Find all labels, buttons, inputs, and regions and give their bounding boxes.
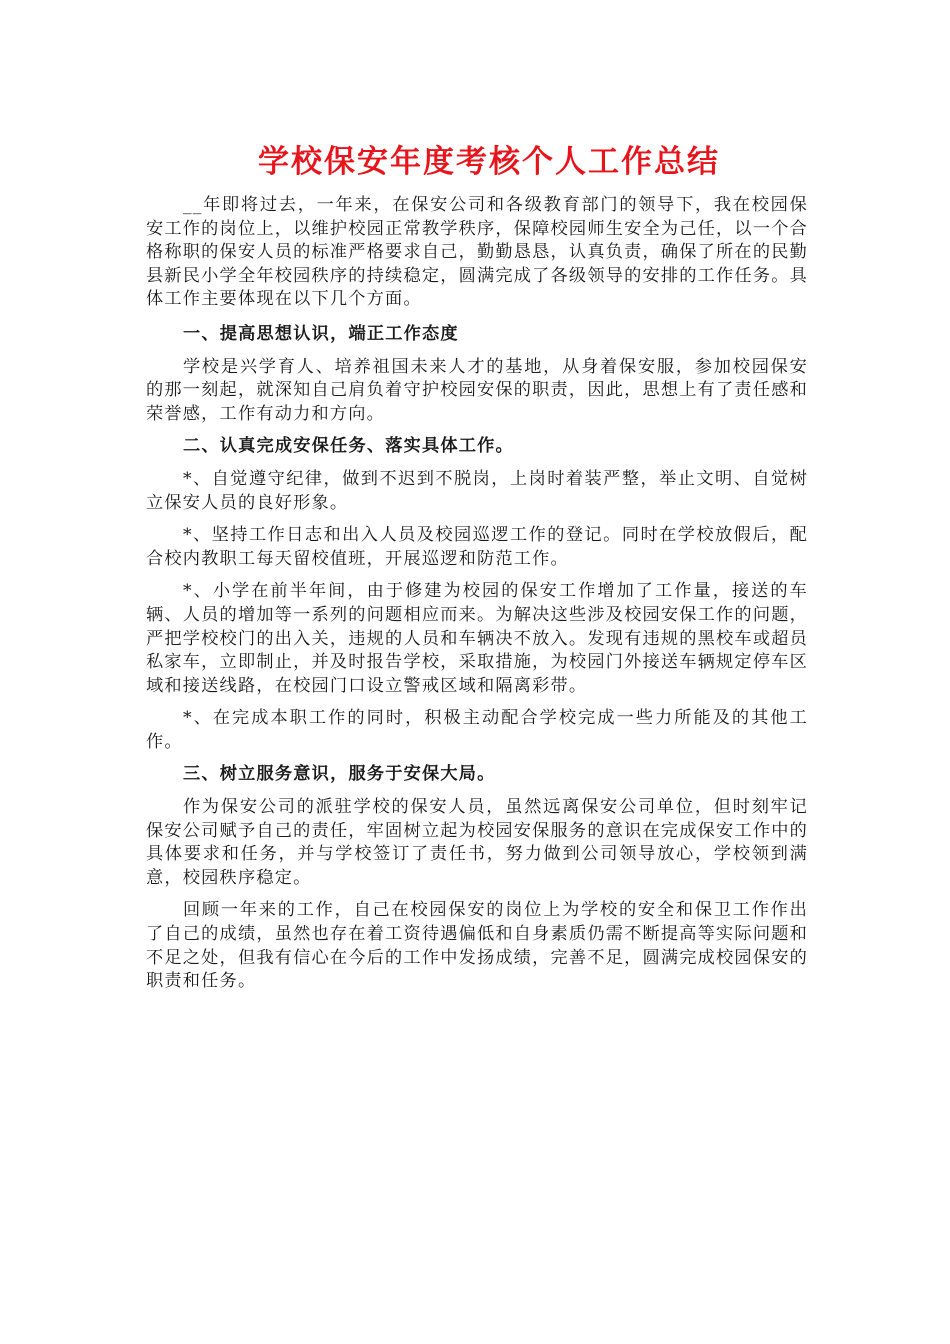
section-3-paragraph: 作为保安公司的派驻学校的保安人员，虽然远离保安公司单位，但时刻牢记保安公司赋予自己的责任，牢固树立起为校园安保服务的意识在完成保安工作中的具体要求和任务，并与学校签订了责任书，努力做到公司领导放心，学校领到满意，校园秩序稳定。 [146,797,808,888]
section-2-item: *、在完成本职工作的同时，积极主动配合学校完成一些力所能及的其他工作。 [146,708,808,752]
document-title: 学校保安年度考核个人工作总结 [258,144,720,180]
section-3-heading: 三、树立服务意识，服务于安保大局。 [182,764,496,785]
section-2-item: *、小学在前半年间，由于修建为校园的保安工作增加了工作量，接送的车辆、人员的增加等一系列的问题相应而来。为解决这些涉及校园安保工作的问题，严把学校校门的出入关，违规的人员和车辆决不放入。发现有违规的黑校车或超员私家车，立即制止，并及时报告学校，采取措施，为校园门外接送车辆规定停车区域和接送线路，在校园门口设立警戒区域和隔离彩带。 [146,581,808,696]
section-1-heading: 一、提高思想认识，端正工作态度 [182,323,459,344]
section-2-item: *、自觉遵守纪律，做到不迟到不脱岗，上岗时着装严整，举止文明、自觉树立保安人员的良好形象。 [146,468,808,513]
conclusion-paragraph: 回顾一年来的工作，自己在校园保安的岗位上为学校的安全和保卫工作作出了自己的成绩，虽然也存在着工资待遇偏低和自身素质仍需不断提高等实际问题和不足之处，但我有信心在今后的工作中发扬成绩，完善不足，圆满完成校园保安的职责和任务。 [146,900,808,992]
section-1-paragraph: 学校是兴学育人、培养祖国未来人才的基地，从身着保安服，参加校园保安的那一刻起，就深知自己肩负着守护校园安保的职责，因此，思想上有了责任感和荣誉感，工作有动力和方向。 [146,356,808,424]
section-2-heading: 二、认真完成安保任务、落实具体工作。 [182,436,514,457]
intro-paragraph: __年即将过去，一年来，在保安公司和各级教育部门的领导下，我在校园保安工作的岗位上，以维护校园正常教学秩序，保障校园师生安全为己任，以一个合格称职的保安人员的标准严格要求自己，勤勤恳恳，认真负责，确保了所在的民勤县新民小学全年校园秩序的持续稳定，圆满完成了各级领导的安排的工作任务。具体工作主要体现在以下几个方面。 [146,195,808,310]
document-page [146,140,808,1003]
section-2-item: *、坚持工作日志和出入人员及校园巡逻工作的登记。同时在学校放假后，配合校内教职工每天留校值班，开展巡逻和防范工作。 [146,525,808,569]
